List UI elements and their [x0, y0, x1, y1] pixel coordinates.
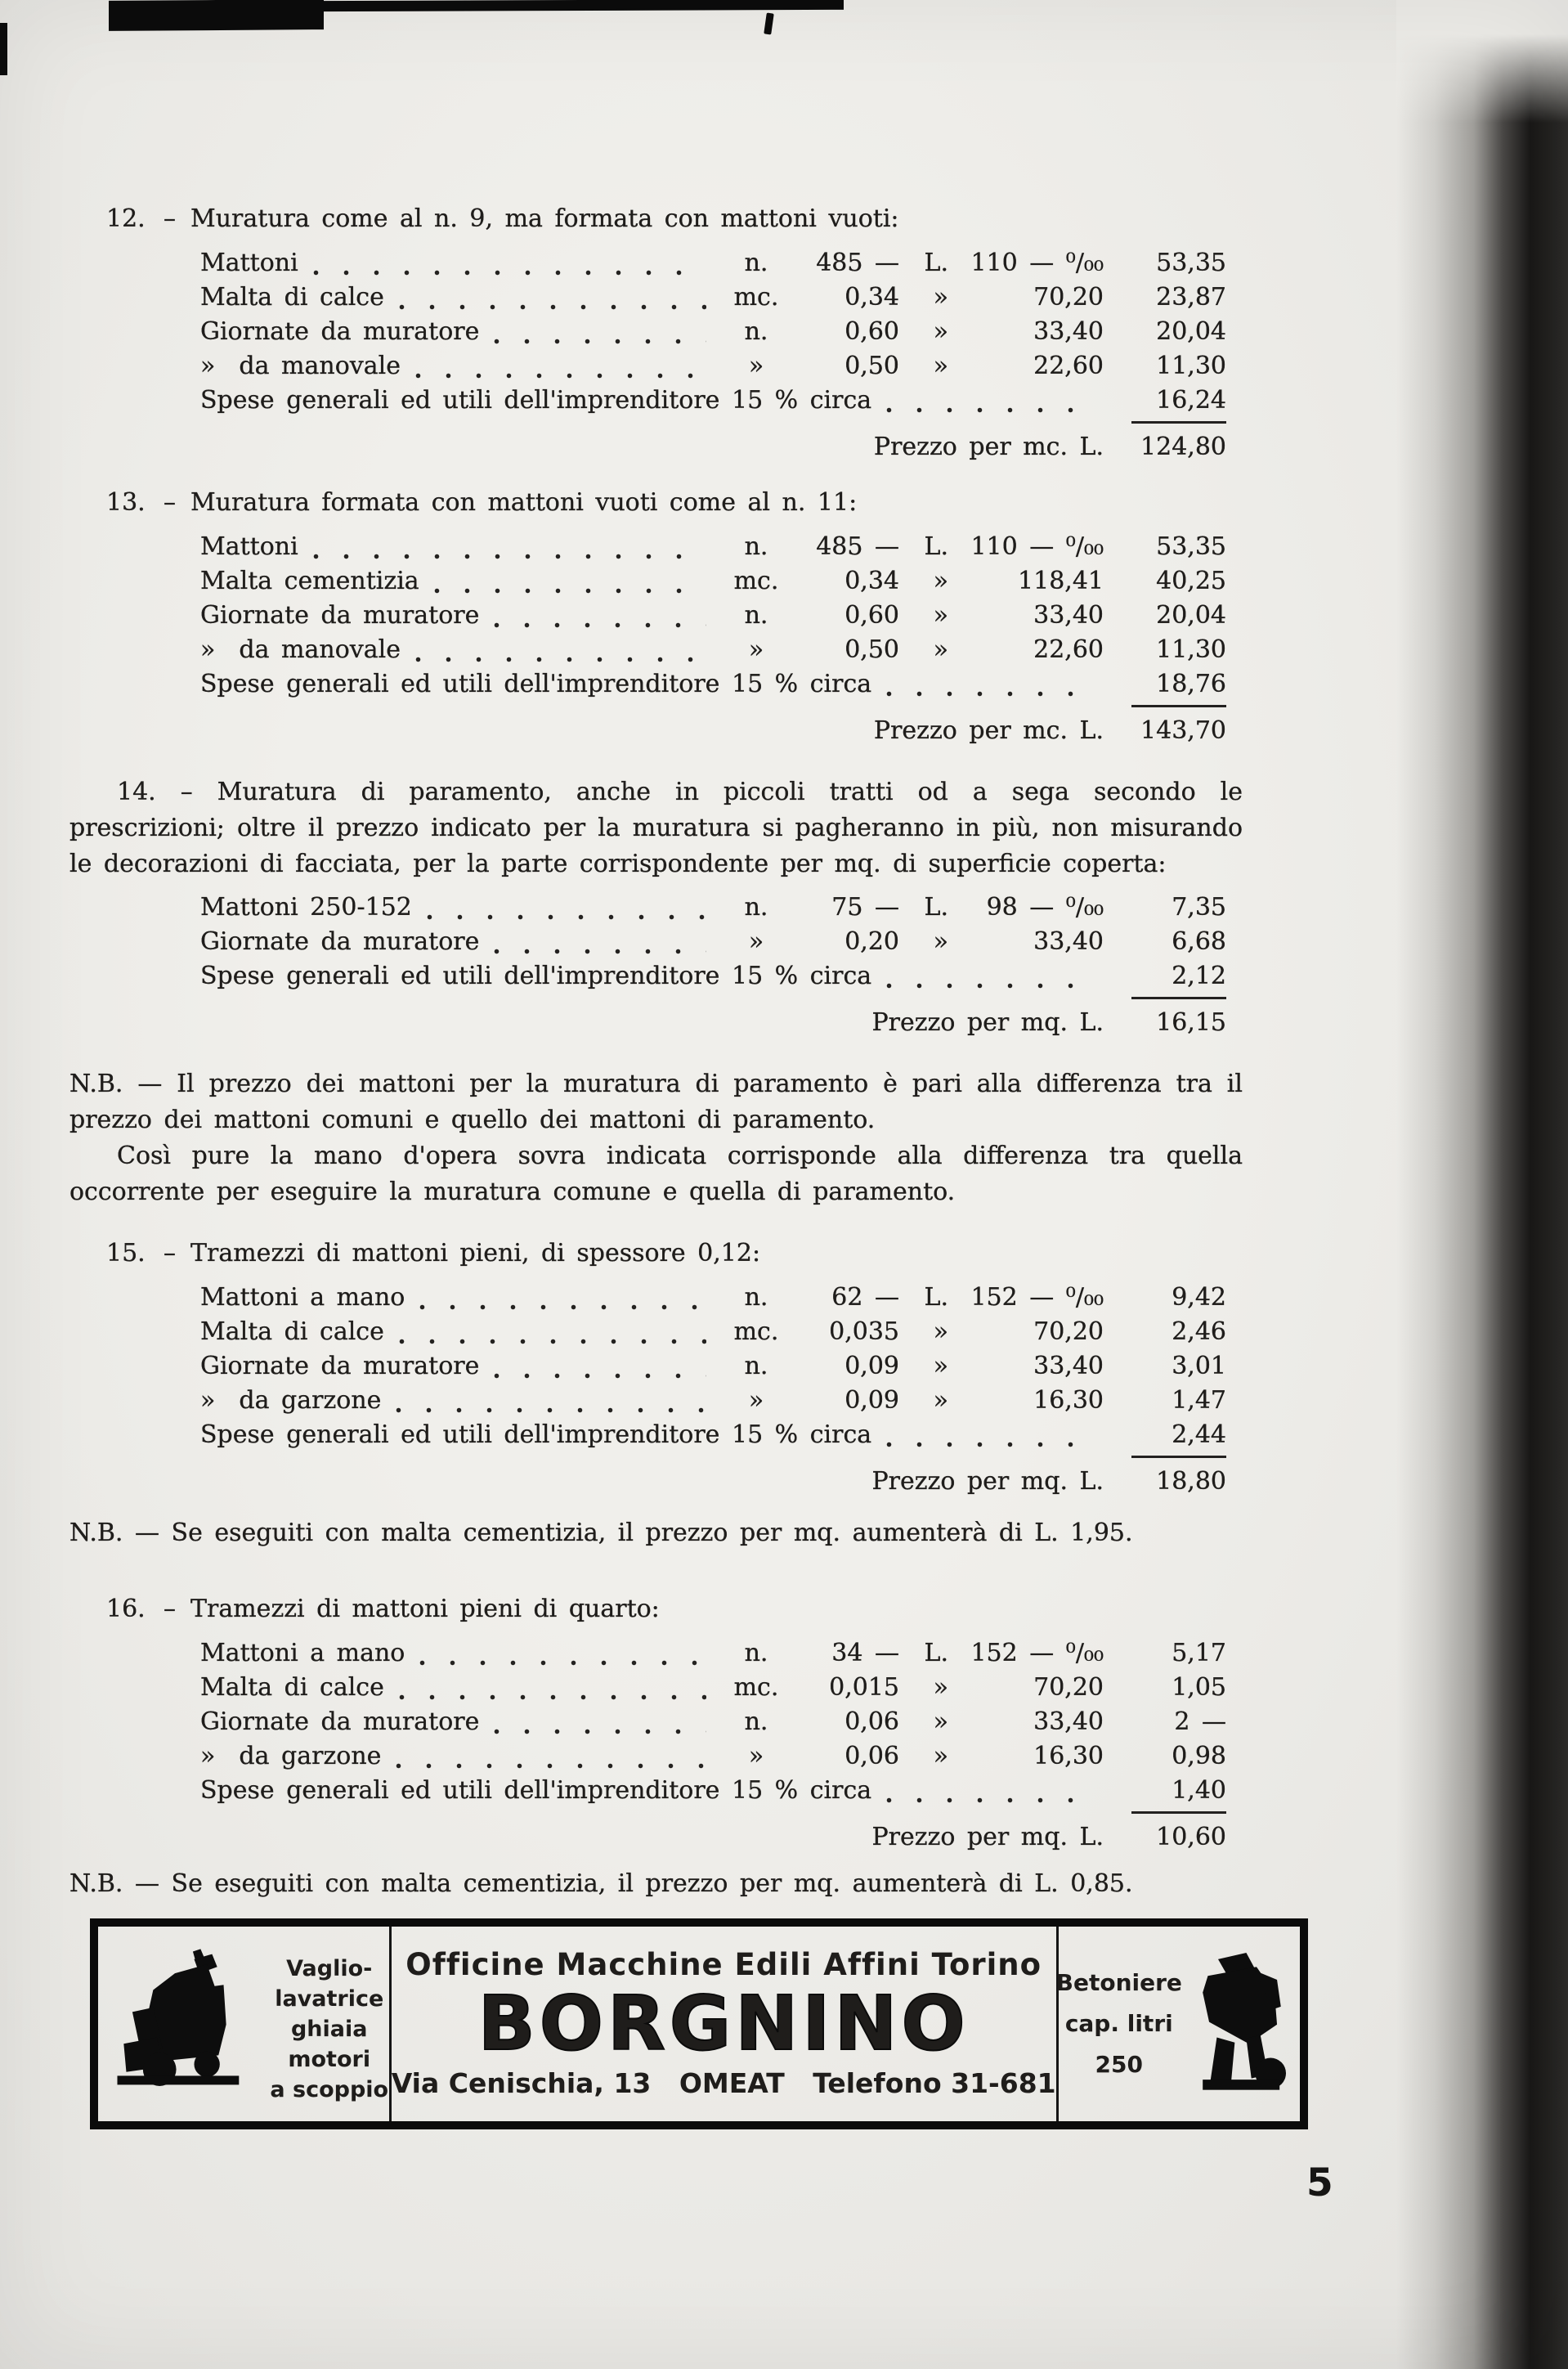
- unit: »: [748, 1386, 764, 1415]
- item-label: Giornate da muratore: [200, 1707, 480, 1736]
- amount: 20,04: [1156, 317, 1226, 346]
- quantity: 62 —: [831, 1283, 899, 1312]
- table-row: [200, 1671, 1226, 1705]
- total-row: [200, 1004, 1226, 1042]
- table-row: [200, 1315, 1226, 1349]
- unit-price: 110 — ⁰/₀₀: [970, 249, 1104, 277]
- amount: 2,46: [1172, 1317, 1226, 1346]
- item-label: » da manovale: [200, 352, 401, 380]
- unit-price: 70,20: [1033, 1317, 1104, 1346]
- overhead-row: [200, 667, 1226, 707]
- overhead-amount: 16,24: [1131, 384, 1226, 424]
- ad-left-text: [270, 1927, 389, 2121]
- amount: 0,98: [1172, 1742, 1226, 1770]
- ad-right-line: 250: [1095, 2051, 1143, 2078]
- paragraph-text: Muratura di paramento, anche in piccoli tratti od a sega secondo le prescrizioni; oltre il prezzo indicato per la muratura si pagheranno in più, non misurando le decorazioni di facciata, per la parte corrispondente per mq. di superficie coperta:: [69, 778, 1243, 878]
- amount: 23,87: [1156, 283, 1226, 312]
- total-amount: 10,60: [1156, 1823, 1226, 1851]
- unit-price: 118,41: [1018, 567, 1104, 595]
- dot-leader: [494, 622, 706, 628]
- price-prefix: »: [933, 1742, 948, 1770]
- amount: 53,35: [1156, 532, 1226, 561]
- item-label: Giornate da muratore: [200, 927, 480, 956]
- total-label: Prezzo per mq. L.: [871, 1823, 1104, 1851]
- table-row: [200, 246, 1226, 280]
- ad-left-line: a scoppio: [270, 2076, 389, 2102]
- page-number: 5: [1306, 2160, 1333, 2205]
- unit: n.: [744, 893, 768, 922]
- price-prefix: »: [933, 927, 948, 956]
- section-number: 12.: [106, 204, 146, 233]
- heading-dash: –: [164, 1239, 176, 1268]
- nota-bene-block: [69, 1066, 1243, 1210]
- nota-bene-line: N.B. — Se eseguiti con malta cementizia, il prezzo per mq. aumenterà di L. 0,85.: [69, 1869, 1133, 1898]
- price-prefix: »: [933, 1352, 948, 1380]
- section-16: [69, 1591, 1243, 1902]
- unit: n.: [744, 1707, 768, 1736]
- table-row: [200, 891, 1226, 925]
- unit: mc.: [733, 1317, 779, 1346]
- book-edge-shadow-fade: [1396, 0, 1568, 123]
- ad-header: Officine Macchine Edili Affini Torino: [405, 1947, 1042, 1982]
- nota-bene-line: N.B. — Se eseguiti con malta cementizia, il prezzo per mq. aumenterà di L. 1,95.: [69, 1519, 1133, 1547]
- dot-leader: [494, 339, 706, 344]
- section-13: [69, 484, 1243, 750]
- table-row: [200, 1739, 1226, 1774]
- unit: n.: [744, 601, 768, 630]
- ad-address: Via Cenischia, 13 OMEAT Telefono 31-681: [391, 2067, 1056, 2099]
- section-title: Muratura come al n. 9, ma formata con mattoni vuoti:: [190, 204, 899, 233]
- item-label: Giornate da muratore: [200, 601, 480, 630]
- item-label: Malta cementizia: [200, 567, 419, 595]
- page-content: [69, 200, 1243, 2129]
- table-row: [200, 925, 1226, 959]
- unit-price: 22,60: [1033, 635, 1104, 664]
- ad-left-line: Vaglio-: [286, 1955, 373, 1981]
- betoniera-silhouette-icon: [1180, 1927, 1300, 2121]
- total-row: [200, 1819, 1226, 1856]
- quantity: 0,09: [844, 1386, 899, 1415]
- quantity: 34 —: [831, 1639, 899, 1667]
- betoniera-photo: [1180, 1927, 1300, 2121]
- quantity: 0,06: [844, 1742, 899, 1770]
- cost-table: [200, 246, 1226, 466]
- amount: 7,35: [1172, 893, 1226, 922]
- dot-leader: [399, 1694, 706, 1700]
- unit-price: 152 — ⁰/₀₀: [970, 1639, 1104, 1667]
- scan-artifact-top-bar: [109, 0, 324, 31]
- quantity: 75 —: [831, 893, 899, 922]
- amount: 20,04: [1156, 601, 1226, 630]
- table-row: [200, 280, 1226, 315]
- overhead-label: Spese generali ed utili dell'imprenditore 15 % circa: [200, 670, 872, 698]
- unit-price: 16,30: [1033, 1742, 1104, 1770]
- section-12: [69, 200, 1243, 466]
- unit-price: 33,40: [1033, 601, 1104, 630]
- total-row: [200, 428, 1226, 466]
- ad-left-line: ghiaia: [290, 2016, 368, 2042]
- section-paragraph: [69, 774, 1243, 882]
- unit: mc.: [733, 1673, 779, 1702]
- total-label: Prezzo per mq. L.: [871, 1467, 1104, 1496]
- unit-price: 16,30: [1033, 1386, 1104, 1415]
- cost-table: [200, 1281, 1226, 1501]
- table-row: [200, 1384, 1226, 1418]
- cost-table: [200, 530, 1226, 750]
- section-number: 14.: [117, 778, 156, 806]
- total-row: [200, 712, 1226, 750]
- price-prefix: »: [933, 352, 948, 380]
- price-prefix: »: [933, 1317, 948, 1346]
- unit: n.: [744, 1283, 768, 1312]
- unit-price: 70,20: [1033, 283, 1104, 312]
- ad-right-line: Betoniere: [1055, 1969, 1182, 1996]
- unit: n.: [744, 532, 768, 561]
- table-row: [200, 633, 1226, 667]
- quantity: 0,20: [844, 927, 899, 956]
- unit: mc.: [733, 567, 779, 595]
- dot-leader: [399, 1339, 706, 1344]
- item-label: Mattoni: [200, 532, 298, 561]
- amount: 3,01: [1172, 1352, 1226, 1380]
- total-amount: 124,80: [1140, 433, 1226, 461]
- book-edge-shadow: [1396, 0, 1568, 2369]
- table-row: [200, 1705, 1226, 1739]
- ad-center: [392, 1927, 1056, 2121]
- price-prefix: »: [933, 283, 948, 312]
- unit: n.: [744, 1352, 768, 1380]
- section-14: [69, 774, 1243, 1210]
- unit: »: [748, 927, 764, 956]
- advertisement-borgnino: [90, 1918, 1308, 2129]
- price-prefix: »: [933, 635, 948, 664]
- dot-leader: [886, 1797, 1091, 1803]
- section-heading: [69, 200, 1243, 238]
- quantity: 0,09: [844, 1352, 899, 1380]
- heading-dash: –: [164, 488, 176, 517]
- item-label: Giornate da muratore: [200, 317, 480, 346]
- dot-leader: [396, 1763, 706, 1769]
- section-15: [69, 1235, 1243, 1551]
- table-row: [200, 1281, 1226, 1315]
- section-heading: [69, 1591, 1243, 1628]
- scan-artifact-left-edge: [0, 23, 7, 75]
- total-amount: 18,80: [1156, 1467, 1226, 1496]
- table-row: [200, 564, 1226, 599]
- unit-price: 33,40: [1033, 317, 1104, 346]
- item-label: Malta di calce: [200, 1317, 384, 1346]
- cost-table: [200, 1636, 1226, 1856]
- quantity: 0,34: [844, 567, 899, 595]
- dot-leader: [886, 407, 1091, 413]
- nota-bene-paragraph: N.B. — Il prezzo dei mattoni per la muratura di paramento è pari alla differenza tra il prezzo dei mattoni comuni e quello dei mattoni di paramento.: [69, 1070, 1243, 1134]
- overhead-amount: 2,44: [1131, 1418, 1226, 1458]
- overhead-row: [200, 384, 1226, 424]
- quantity: 0,60: [844, 317, 899, 346]
- price-prefix: »: [933, 317, 948, 346]
- total-label: Prezzo per mc. L.: [873, 433, 1104, 461]
- section-title: Tramezzi di mattoni pieni di quarto:: [190, 1595, 660, 1623]
- item-label: » da garzone: [200, 1386, 382, 1415]
- dot-leader: [396, 1407, 706, 1413]
- unit: mc.: [733, 283, 779, 312]
- unit: »: [748, 352, 764, 380]
- quantity: 485 —: [816, 532, 899, 561]
- section-number: 15.: [106, 1239, 146, 1268]
- unit-price: 70,20: [1033, 1673, 1104, 1702]
- unit-price: 152 — ⁰/₀₀: [970, 1283, 1104, 1312]
- dot-leader: [419, 1304, 706, 1310]
- amount: 11,30: [1156, 635, 1226, 664]
- price-prefix: L.: [924, 532, 948, 561]
- scan-artifact-mark: [764, 13, 774, 35]
- item-label: Malta di calce: [200, 283, 384, 312]
- heading-dash: –: [180, 778, 193, 806]
- dot-leader: [427, 914, 706, 920]
- amount: 40,25: [1156, 567, 1226, 595]
- total-row: [200, 1463, 1226, 1501]
- dot-leader: [415, 373, 706, 379]
- amount: 11,30: [1156, 352, 1226, 380]
- section-number: 13.: [106, 488, 146, 517]
- item-label: » da manovale: [200, 635, 401, 664]
- overhead-label: Spese generali ed utili dell'imprenditore 15 % circa: [200, 1420, 872, 1449]
- unit-price: 33,40: [1033, 927, 1104, 956]
- ad-left-line: motori: [288, 2046, 371, 2072]
- dot-leader: [886, 983, 1091, 989]
- price-prefix: »: [933, 567, 948, 595]
- quantity: 0,035: [829, 1317, 899, 1346]
- total-label: Prezzo per mq. L.: [871, 1008, 1104, 1037]
- amount: 2 —: [1174, 1707, 1226, 1736]
- overhead-row: [200, 1774, 1226, 1814]
- quantity: 0,06: [844, 1707, 899, 1736]
- table-row: [200, 1349, 1226, 1384]
- price-prefix: L.: [924, 249, 948, 277]
- ad-right-line: cap. litri: [1064, 2010, 1173, 2037]
- quantity: 0,60: [844, 601, 899, 630]
- item-label: Mattoni a mano: [200, 1283, 405, 1312]
- unit: n.: [744, 317, 768, 346]
- section-heading: [69, 1235, 1243, 1272]
- item-label: Mattoni: [200, 249, 298, 277]
- overhead-amount: 18,76: [1131, 667, 1226, 707]
- overhead-row: [200, 1418, 1226, 1458]
- section-title: Muratura formata con mattoni vuoti come al n. 11:: [190, 488, 858, 517]
- dot-leader: [494, 1373, 706, 1379]
- amount: 53,35: [1156, 249, 1226, 277]
- ad-right-text: [1055, 1927, 1182, 2121]
- dot-leader: [886, 691, 1091, 697]
- table-row: [200, 599, 1226, 633]
- scan-artifact-top-bar-thin: [319, 0, 844, 11]
- table-row: [200, 1636, 1226, 1671]
- price-prefix: L.: [924, 1283, 948, 1312]
- dot-leader: [434, 588, 706, 594]
- table-row: [200, 349, 1226, 384]
- heading-dash: –: [164, 1595, 176, 1623]
- price-prefix: »: [933, 1386, 948, 1415]
- dot-leader: [415, 657, 706, 662]
- amount: 5,17: [1172, 1639, 1226, 1667]
- overhead-label: Spese generali ed utili dell'imprenditore 15 % circa: [200, 962, 872, 990]
- section-number: 16.: [106, 1595, 146, 1623]
- unit-price: 110 — ⁰/₀₀: [970, 532, 1104, 561]
- item-label: Mattoni a mano: [200, 1639, 405, 1667]
- table-row: [200, 315, 1226, 349]
- dot-leader: [494, 1729, 706, 1734]
- unit: n.: [744, 249, 768, 277]
- quantity: 0,50: [844, 352, 899, 380]
- section-heading: [69, 484, 1243, 522]
- ad-brand: BORGNINO: [477, 1980, 970, 2067]
- dot-leader: [313, 270, 706, 276]
- price-prefix: L.: [924, 893, 948, 922]
- overhead-amount: 2,12: [1131, 959, 1226, 999]
- overhead-label: Spese generali ed utili dell'imprenditore 15 % circa: [200, 1776, 872, 1805]
- heading-dash: –: [164, 204, 176, 233]
- quantity: 485 —: [816, 249, 899, 277]
- dot-leader: [494, 949, 706, 954]
- amount: 6,68: [1172, 927, 1226, 956]
- unit-price: 22,60: [1033, 352, 1104, 380]
- quantity: 0,50: [844, 635, 899, 664]
- overhead-label: Spese generali ed utili dell'imprenditore 15 % circa: [200, 386, 872, 415]
- item-label: Mattoni 250-152: [200, 893, 412, 922]
- total-amount: 16,15: [1156, 1008, 1226, 1037]
- table-row: [200, 530, 1226, 564]
- dot-leader: [313, 554, 706, 559]
- nota-bene-paragraph: Così pure la mano d'opera sovra indicata corrisponde alla differenza tra quella occorrente per eseguire la muratura comune e quella di paramento.: [69, 1142, 1243, 1206]
- unit-price: 33,40: [1033, 1352, 1104, 1380]
- overhead-row: [200, 959, 1226, 999]
- unit: n.: [744, 1639, 768, 1667]
- price-prefix: »: [933, 1707, 948, 1736]
- quantity: 0,34: [844, 283, 899, 312]
- dot-leader: [419, 1660, 706, 1666]
- total-label: Prezzo per mc. L.: [873, 716, 1104, 745]
- unit-price: 33,40: [1033, 1707, 1104, 1736]
- dot-leader: [399, 304, 706, 310]
- machine-photo: [98, 1927, 270, 2121]
- unit: »: [748, 635, 764, 664]
- item-label: Malta di calce: [200, 1673, 384, 1702]
- total-amount: 143,70: [1140, 716, 1226, 745]
- section-title: Tramezzi di mattoni pieni, di spessore 0,12:: [190, 1239, 761, 1268]
- ad-left-line: lavatrice: [275, 1985, 384, 2012]
- quantity: 0,015: [829, 1673, 899, 1702]
- price-prefix: »: [933, 1673, 948, 1702]
- unit-price: 98 — ⁰/₀₀: [986, 893, 1104, 922]
- item-label: Giornate da muratore: [200, 1352, 480, 1380]
- item-label: » da garzone: [200, 1742, 382, 1770]
- cost-table: [200, 891, 1226, 1042]
- amount: 9,42: [1172, 1283, 1226, 1312]
- price-prefix: L.: [924, 1639, 948, 1667]
- price-prefix: »: [933, 601, 948, 630]
- overhead-amount: 1,40: [1131, 1774, 1226, 1814]
- machine-silhouette-icon: [98, 1927, 270, 2121]
- amount: 1,05: [1172, 1673, 1226, 1702]
- unit: »: [748, 1742, 764, 1770]
- amount: 1,47: [1172, 1386, 1226, 1415]
- dot-leader: [886, 1442, 1091, 1447]
